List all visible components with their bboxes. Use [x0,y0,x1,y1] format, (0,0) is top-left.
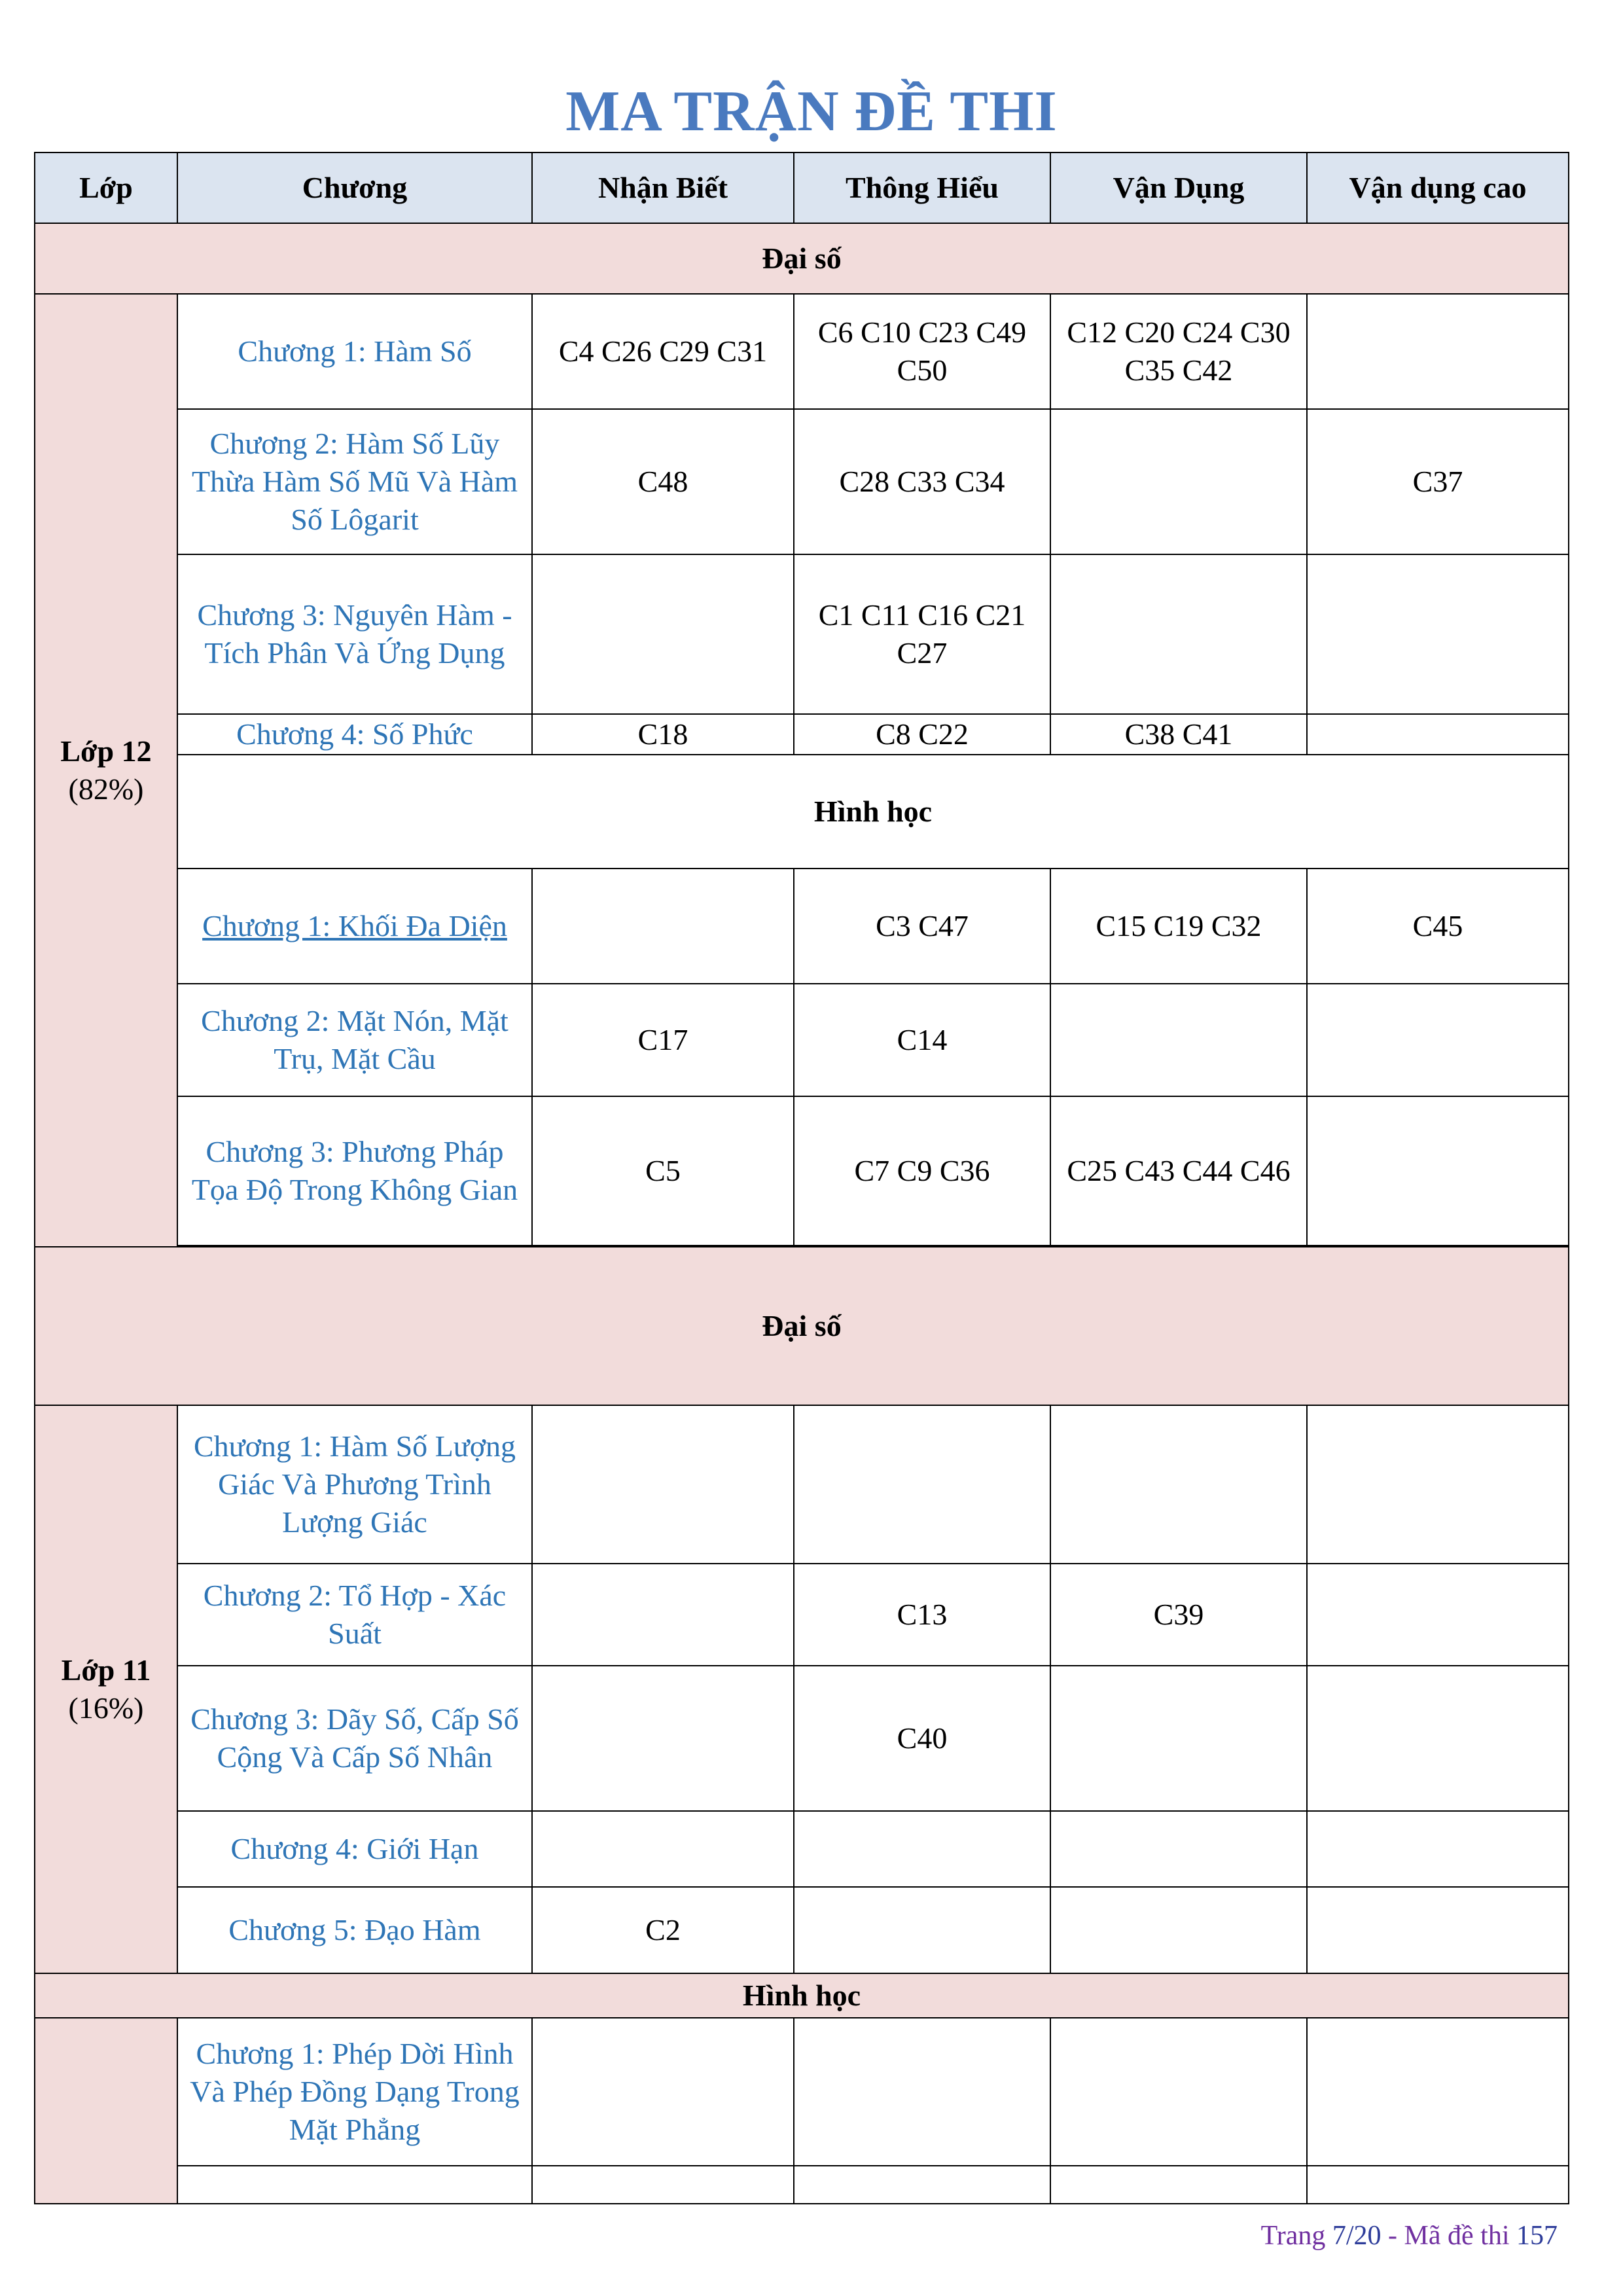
header-thong-hieu: Thông Hiểu [794,152,1050,223]
van-dung-cell: C15 C19 C32 [1050,869,1307,984]
footer-middle: - Mã đề thi [1381,2221,1516,2251]
van-dung-cao-cell [1307,714,1569,755]
table-row [35,294,1569,409]
header-van-dung: Vận Dụng [1050,152,1307,223]
thong-hieu-cell: C40 [794,1666,1050,1811]
van-dung-cell: C12 C20 C24 C30 C35 C42 [1050,294,1307,409]
page-title: MA TRẬN ĐỀ THI [565,80,1058,143]
section-hinh-hoc-11: Hình học [35,1973,1569,2018]
van-dung-cao-cell [1307,2018,1569,2166]
nhan-biet-cell [532,1811,794,1887]
grade-11-percent: (16%) [68,1691,144,1725]
thong-hieu-cell: C7 C9 C36 [794,1096,1050,1246]
thong-hieu-cell [794,1811,1050,1887]
van-dung-cell: C25 C43 C44 C46 [1050,1096,1307,1246]
thong-hieu-cell: C8 C22 [794,714,1050,755]
thong-hieu-cell: C13 [794,1564,1050,1666]
van-dung-cao-cell [1307,1564,1569,1666]
chapter-cell[interactable]: Chương 3: Phương Pháp Tọa Độ Trong Không Gian [177,1096,532,1246]
van-dung-cell [1050,1666,1307,1811]
van-dung-cell [1050,554,1307,714]
chapter-cell[interactable]: Chương 1: Phép Dời Hình Và Phép Đồng Dạng Trong Mặt Phẳng [177,2018,532,2166]
chapter-cell[interactable]: Chương 1: Hàm Số Lượng Giác Và Phương Trình Lượng Giác [177,1405,532,1564]
table-row [35,1564,1569,1666]
table-row [35,1405,1569,1564]
header-lop: Lớp [35,152,177,223]
van-dung-cell [1050,1405,1307,1564]
nhan-biet-cell [532,2018,794,2166]
nhan-biet-cell [532,1405,794,1564]
nhan-biet-cell: C17 [532,984,794,1096]
table-row [35,409,1569,554]
chapter-cell[interactable]: Chương 5: Đạo Hàm [177,1887,532,1973]
nhan-biet-cell: C48 [532,409,794,554]
grade-12-cell [35,294,177,1247]
chapter-cell[interactable]: Chương 2: Tổ Hợp - Xác Suất [177,1564,532,1666]
thong-hieu-cell [794,2166,1050,2204]
van-dung-cell [1050,1887,1307,1973]
nhan-biet-cell [532,869,794,984]
header-nhan-biet: Nhận Biết [532,152,794,223]
nhan-biet-cell [532,554,794,714]
van-dung-cao-cell [1307,1887,1569,1973]
nhan-biet-cell: C5 [532,1096,794,1246]
table-row [35,1666,1569,1811]
nhan-biet-cell [532,2166,794,2204]
chapter-cell[interactable]: Chương 3: Dãy Số, Cấp Số Cộng Và Cấp Số Nhân [177,1666,532,1811]
chapter-cell[interactable]: Chương 2: Mặt Nón, Mặt Trụ, Mặt Cầu [177,984,532,1096]
header-row [35,152,1569,223]
nhan-biet-cell [532,1564,794,1666]
van-dung-cao-cell [1307,984,1569,1096]
thong-hieu-cell: C1 C11 C16 C21 C27 [794,554,1050,714]
van-dung-cao-cell [1307,1405,1569,1564]
table-row [35,2166,1569,2204]
thong-hieu-cell [794,2018,1050,2166]
exam-matrix-table [34,152,1569,2204]
grade-11-label: Lớp 11 [61,1653,151,1687]
table-row [35,2018,1569,2166]
thong-hieu-cell [794,1887,1050,1973]
van-dung-cao-cell: C37 [1307,409,1569,554]
van-dung-cell: C39 [1050,1564,1307,1666]
van-dung-cao-cell [1307,1811,1569,1887]
table-row [35,714,1569,755]
grade-11-geometry-cell [35,2018,177,2204]
thong-hieu-cell [794,1405,1050,1564]
van-dung-cell [1050,409,1307,554]
table-row [35,1096,1569,1246]
chapter-cell-link[interactable] [177,869,532,984]
van-dung-cao-cell [1307,1096,1569,1246]
section-dai-so-11: Đại số [35,1247,1569,1405]
chapter-link[interactable]: Chương 1: Khối Đa Diện [202,909,507,942]
van-dung-cell [1050,984,1307,1096]
grade-11-cell [35,1405,177,1973]
table-row [35,1811,1569,1887]
van-dung-cell [1050,2018,1307,2166]
chapter-cell[interactable]: Chương 2: Hàm Số Lũy Thừa Hàm Số Mũ Và Hàm Số Lôgarit [177,409,532,554]
chapter-cell[interactable]: Chương 1: Hàm Số [177,294,532,409]
header-van-dung-cao: Vận dụng cao [1307,152,1569,223]
header-chuong: Chương [177,152,532,223]
van-dung-cao-cell [1307,294,1569,409]
chapter-cell[interactable]: Chương 4: Số Phức [177,714,532,755]
nhan-biet-cell: C4 C26 C29 C31 [532,294,794,409]
nhan-biet-cell [532,1666,794,1811]
thong-hieu-cell: C28 C33 C34 [794,409,1050,554]
van-dung-cao-cell: C45 [1307,869,1569,984]
chapter-cell[interactable]: Chương 3: Nguyên Hàm - Tích Phân Và Ứng Dụng [177,554,532,714]
van-dung-cell [1050,1811,1307,1887]
table-row [35,554,1569,714]
section-hinh-hoc-12: Hình học [177,755,1569,869]
footer-prefix: Trang [1260,2221,1332,2251]
van-dung-cao-cell [1307,554,1569,714]
page-footer [1261,2220,1558,2251]
footer-page-number: 7/20 [1332,2221,1382,2251]
table-row [35,1887,1569,1973]
section-dai-so-12: Đại số [35,223,1569,294]
table-row [35,984,1569,1096]
thong-hieu-cell: C14 [794,984,1050,1096]
chapter-cell[interactable] [177,2166,532,2204]
thong-hieu-cell: C3 C47 [794,869,1050,984]
van-dung-cao-cell [1307,2166,1569,2204]
grade-12-percent: (82%) [68,772,144,806]
nhan-biet-cell: C18 [532,714,794,755]
grade-12-label: Lớp 12 [60,734,152,768]
table-row [35,869,1569,984]
thong-hieu-cell: C6 C10 C23 C49 C50 [794,294,1050,409]
van-dung-cell [1050,2166,1307,2204]
van-dung-cao-cell [1307,1666,1569,1811]
nhan-biet-cell: C2 [532,1887,794,1973]
footer-exam-code: 157 [1516,2221,1558,2251]
chapter-cell[interactable]: Chương 4: Giới Hạn [177,1811,532,1887]
van-dung-cell: C38 C41 [1050,714,1307,755]
